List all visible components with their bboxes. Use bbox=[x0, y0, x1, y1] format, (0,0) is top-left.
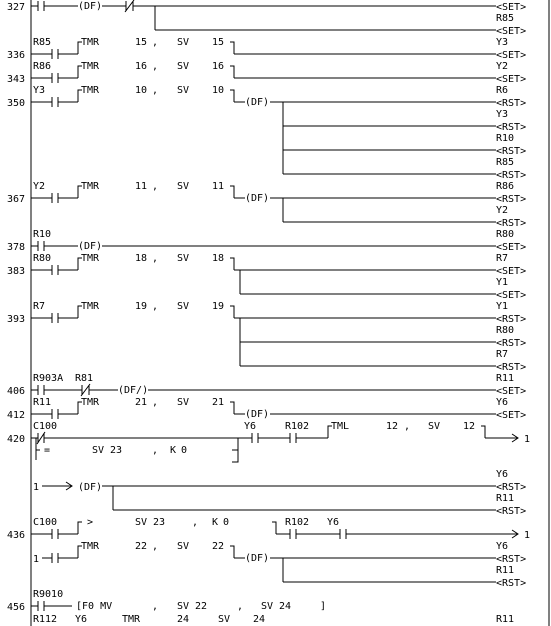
dfn-instruction: (DF/) bbox=[118, 385, 149, 396]
coil-label: R7 bbox=[496, 253, 509, 264]
svg-text:19: 19 bbox=[135, 301, 148, 312]
coil-set: <SET> bbox=[496, 386, 527, 397]
coil-rst: <RST> bbox=[496, 218, 527, 229]
svg-text:0: 0 bbox=[181, 445, 188, 456]
svg-text:SV: SV bbox=[177, 181, 190, 192]
step-number: 436 bbox=[7, 530, 26, 541]
svg-text:K: K bbox=[212, 517, 219, 528]
contact-label: R903A bbox=[33, 373, 64, 384]
step-number: 406 bbox=[7, 386, 26, 397]
svg-text:,: , bbox=[237, 601, 244, 612]
coil-rst: <RST> bbox=[496, 338, 527, 349]
coil-label: R85 bbox=[496, 13, 515, 24]
timer-instruction: TMR bbox=[81, 301, 100, 312]
svg-text:24: 24 bbox=[253, 614, 266, 625]
contact-label: R80 bbox=[33, 253, 52, 264]
coil-label: Y3 bbox=[496, 37, 509, 48]
coil-label: Y1 bbox=[496, 277, 509, 288]
svg-text:19: 19 bbox=[212, 301, 225, 312]
timer-instruction: TMR bbox=[81, 181, 100, 192]
contact-label: R81 bbox=[75, 373, 94, 384]
coil-set: <SET> bbox=[496, 2, 527, 13]
step-number: 336 bbox=[7, 50, 26, 61]
coil-rst: <RST> bbox=[496, 194, 527, 205]
svg-text:,: , bbox=[152, 301, 159, 312]
compare-operator: > bbox=[87, 517, 94, 528]
svg-text:10: 10 bbox=[212, 85, 225, 96]
coil-set: <SET> bbox=[496, 50, 527, 61]
svg-text:,: , bbox=[152, 541, 159, 552]
coil-label: R80 bbox=[496, 229, 515, 240]
svg-text:]: ] bbox=[320, 601, 327, 612]
svg-text:1: 1 bbox=[524, 530, 531, 541]
coil-rst: <RST> bbox=[496, 170, 527, 181]
svg-text:SV: SV bbox=[177, 253, 190, 264]
svg-text:18: 18 bbox=[135, 253, 148, 264]
rung-343[interactable] bbox=[31, 61, 526, 85]
rung-367[interactable] bbox=[31, 181, 526, 229]
coil-rst: <RST> bbox=[496, 554, 527, 565]
rung-406[interactable] bbox=[31, 373, 526, 397]
svg-text:SV: SV bbox=[177, 541, 190, 552]
coil-label: R11 bbox=[496, 565, 515, 576]
df-instruction: (DF) bbox=[78, 241, 103, 252]
coil-label: Y6 bbox=[496, 397, 509, 408]
svg-text:,: , bbox=[152, 181, 159, 192]
svg-text:,: , bbox=[152, 253, 159, 264]
coil-set: <SET> bbox=[496, 410, 527, 421]
svg-text:SV: SV bbox=[177, 301, 190, 312]
svg-text:16: 16 bbox=[212, 61, 225, 72]
svg-text:22: 22 bbox=[212, 541, 225, 552]
step-number: 343 bbox=[7, 74, 26, 85]
df-instruction: (DF) bbox=[245, 409, 270, 420]
coil-label: R11 bbox=[496, 493, 515, 504]
step-number: 350 bbox=[7, 98, 26, 109]
svg-text:,: , bbox=[152, 85, 159, 96]
df-instruction: (DF) bbox=[245, 97, 270, 108]
coil-label: R10 bbox=[496, 133, 515, 144]
svg-text:10: 10 bbox=[135, 85, 148, 96]
step-number: 412 bbox=[7, 410, 26, 421]
svg-text:SV: SV bbox=[177, 601, 190, 612]
svg-text:,: , bbox=[152, 445, 159, 456]
coil-set: <SET> bbox=[496, 242, 527, 253]
coil-set: <SET> bbox=[496, 74, 527, 85]
svg-text:18: 18 bbox=[212, 253, 225, 264]
contact-label: Y6 bbox=[244, 421, 257, 432]
coil-label: R11 bbox=[496, 614, 515, 625]
rung-393[interactable] bbox=[31, 301, 526, 373]
svg-text:23: 23 bbox=[110, 445, 123, 456]
step-number: 378 bbox=[7, 242, 26, 253]
coil-label: Y1 bbox=[496, 301, 509, 312]
contact-label: R9010 bbox=[33, 589, 64, 600]
rung-456[interactable] bbox=[31, 589, 514, 625]
svg-text:,: , bbox=[192, 517, 199, 528]
timer-instruction: TML bbox=[331, 421, 350, 432]
svg-text:22: 22 bbox=[135, 541, 148, 552]
compare-operator: = bbox=[44, 445, 51, 456]
contact-label: R7 bbox=[33, 301, 46, 312]
svg-text:,: , bbox=[404, 421, 411, 432]
coil-label: R85 bbox=[496, 157, 515, 168]
coil-label: Y2 bbox=[496, 61, 509, 72]
timer-instruction: TMR bbox=[81, 61, 100, 72]
timer-instruction: TMR bbox=[81, 541, 100, 552]
svg-text:22: 22 bbox=[195, 601, 208, 612]
svg-text:11: 11 bbox=[135, 181, 148, 192]
svg-text:24: 24 bbox=[279, 601, 292, 612]
rung-327[interactable] bbox=[31, 0, 526, 37]
coil-set: <SET> bbox=[496, 266, 527, 277]
svg-text:1: 1 bbox=[524, 434, 531, 445]
svg-text:SV: SV bbox=[92, 445, 105, 456]
step-number: 420 bbox=[7, 434, 26, 445]
coil-label: R86 bbox=[496, 181, 515, 192]
svg-text:15: 15 bbox=[212, 37, 225, 48]
coil-label: Y6 bbox=[496, 541, 509, 552]
svg-text:K: K bbox=[170, 445, 177, 456]
svg-text:24: 24 bbox=[177, 614, 190, 625]
svg-text:1: 1 bbox=[33, 554, 40, 565]
svg-text:,: , bbox=[152, 61, 159, 72]
contact-label: C100 bbox=[33, 517, 58, 528]
coil-rst: <RST> bbox=[496, 506, 527, 517]
step-number: 456 bbox=[7, 602, 26, 613]
coil-rst: <RST> bbox=[496, 146, 527, 157]
contact-label: C100 bbox=[33, 421, 58, 432]
rung-412[interactable] bbox=[31, 397, 526, 421]
contact-label: R10 bbox=[33, 229, 52, 240]
coil-rst: <RST> bbox=[496, 314, 527, 325]
svg-text:SV: SV bbox=[177, 85, 190, 96]
contact-label: Y2 bbox=[33, 181, 46, 192]
step-number: 367 bbox=[7, 194, 26, 205]
coil-label: Y6 bbox=[496, 469, 509, 480]
coil-label: Y3 bbox=[496, 109, 509, 120]
timer-instruction: TMR bbox=[81, 85, 100, 96]
rung-420[interactable] bbox=[31, 421, 530, 462]
svg-text:1: 1 bbox=[33, 482, 40, 493]
df-instruction: (DF) bbox=[78, 1, 103, 12]
contact-label: R11 bbox=[33, 397, 52, 408]
svg-text:SV: SV bbox=[428, 421, 441, 432]
contact-label: Y6 bbox=[327, 517, 340, 528]
timer-instruction: TMR bbox=[81, 37, 100, 48]
coil-rst: <RST> bbox=[496, 98, 527, 109]
contact-label: R86 bbox=[33, 61, 52, 72]
timer-instruction: TMR bbox=[81, 253, 100, 264]
svg-text:23: 23 bbox=[153, 517, 166, 528]
rung-336[interactable] bbox=[31, 37, 526, 61]
svg-text:11: 11 bbox=[212, 181, 225, 192]
coil-set: <SET> bbox=[496, 290, 527, 301]
rung-383[interactable] bbox=[31, 253, 526, 301]
contact-label: R102 bbox=[285, 517, 310, 528]
timer-instruction: TMR bbox=[81, 397, 100, 408]
svg-text:,: , bbox=[152, 601, 159, 612]
svg-text:,: , bbox=[152, 37, 159, 48]
rung-420-continued[interactable] bbox=[33, 469, 526, 517]
svg-text:SV: SV bbox=[177, 397, 190, 408]
timer-instruction: TMR bbox=[122, 614, 141, 625]
coil-label: R11 bbox=[496, 373, 515, 384]
df-instruction: (DF) bbox=[78, 482, 103, 493]
rung-378[interactable] bbox=[31, 229, 526, 253]
coil-rst: <RST> bbox=[496, 578, 527, 589]
svg-text:0: 0 bbox=[223, 517, 230, 528]
coil-label: R7 bbox=[496, 349, 509, 360]
svg-text:,: , bbox=[152, 397, 159, 408]
contact-label: R112 bbox=[33, 614, 58, 625]
coil-label: R6 bbox=[496, 85, 509, 96]
step-number: 383 bbox=[7, 266, 26, 277]
svg-text:SV: SV bbox=[218, 614, 231, 625]
svg-text:SV: SV bbox=[177, 61, 190, 72]
coil-label: R80 bbox=[496, 325, 515, 336]
coil-rst: <RST> bbox=[496, 362, 527, 373]
svg-text:21: 21 bbox=[135, 397, 148, 408]
svg-text:15: 15 bbox=[135, 37, 148, 48]
svg-text:12: 12 bbox=[386, 421, 399, 432]
step-numbers bbox=[7, 2, 25, 613]
rung-436[interactable] bbox=[31, 517, 530, 589]
svg-text:SV: SV bbox=[261, 601, 274, 612]
contact-label: Y6 bbox=[75, 614, 88, 625]
step-number: 327 bbox=[7, 2, 26, 13]
move-instruction: [F0 MV bbox=[76, 601, 113, 612]
coil-rst: <RST> bbox=[496, 122, 527, 133]
svg-text:SV: SV bbox=[177, 37, 190, 48]
contact-label: Y3 bbox=[33, 85, 46, 96]
svg-text:21: 21 bbox=[212, 397, 225, 408]
step-number: 393 bbox=[7, 314, 26, 325]
svg-text:12: 12 bbox=[463, 421, 476, 432]
coil-label: Y2 bbox=[496, 205, 509, 216]
df-instruction: (DF) bbox=[245, 553, 270, 564]
contact-label: R102 bbox=[285, 421, 310, 432]
coil-set: <SET> bbox=[496, 26, 527, 37]
contact-label: R85 bbox=[33, 37, 52, 48]
coil-rst: <RST> bbox=[496, 482, 527, 493]
df-instruction: (DF) bbox=[245, 193, 270, 204]
svg-text:SV: SV bbox=[135, 517, 148, 528]
svg-text:16: 16 bbox=[135, 61, 148, 72]
rung-350[interactable] bbox=[31, 85, 526, 181]
